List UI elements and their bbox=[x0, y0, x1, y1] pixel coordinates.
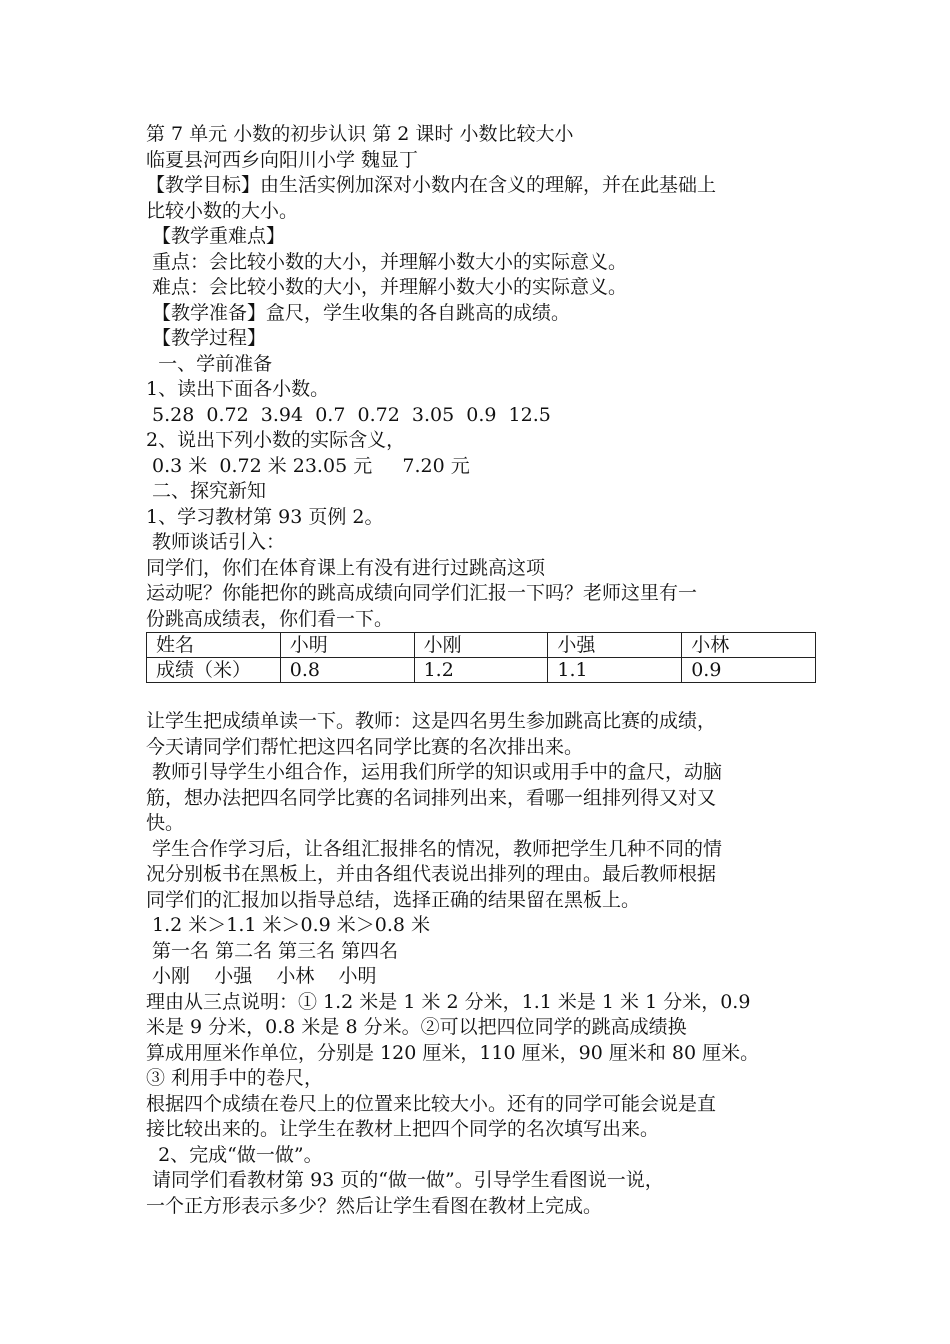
body-line: 快。 bbox=[146, 812, 185, 834]
section-heading: 一、学前准备 bbox=[146, 352, 273, 375]
document-title: 第 7 单元 小数的初步认识 第 2 课时 小数比较大小 bbox=[146, 123, 574, 145]
table-cell: 0.8 bbox=[280, 658, 414, 683]
decimal-meaning-list: 0.3 米 0.72 米 23.05 元 7.20 元 bbox=[146, 454, 470, 477]
decimal-list: 5.28 0.72 3.94 0.7 0.72 3.05 0.9 12.5 bbox=[146, 403, 551, 426]
body-line: 算成用厘米作单位，分别是 120 厘米，110 厘米，90 厘米和 80 厘米。 bbox=[146, 1041, 760, 1064]
table-cell: 小强 bbox=[548, 633, 682, 658]
body-line: 今天请同学们帮忙把这四名同学比赛的名次排出来。 bbox=[146, 735, 584, 758]
body-line: 接比较出来的。让学生在教材上把四个同学的名次填写出来。 bbox=[146, 1118, 660, 1140]
table-row bbox=[147, 658, 816, 683]
body-line: 教师谈话引入： bbox=[146, 531, 286, 553]
preparation: 【教学准备】盒尺，学生收集的各自跳高的成绩。 bbox=[146, 301, 571, 324]
body-line: 教师引导学生小组合作，运用我们所学的知识或用手中的盒尺，动脑 bbox=[146, 761, 723, 783]
table-cell: 小林 bbox=[682, 633, 816, 658]
section-heading: 二、探究新知 bbox=[146, 480, 267, 502]
ranking-places: 第一名 第二名 第三名 第四名 bbox=[146, 939, 399, 962]
body-line: 根据四个成绩在卷尺上的位置来比较大小。还有的同学可能会说是直 bbox=[146, 1092, 717, 1115]
key-point: 重点：会比较小数的大小，并理解小数大小的实际意义。 bbox=[146, 250, 628, 273]
table-cell: 小刚 bbox=[414, 633, 548, 658]
body-line: 运动呢？你能把你的跳高成绩向同学们汇报一下吗？老师这里有一 bbox=[146, 582, 698, 604]
process-heading: 【教学过程】 bbox=[146, 327, 267, 349]
ranking-comparison: 1.2 米＞1.1 米＞0.9 米＞0.8 米 bbox=[146, 914, 431, 936]
table-cell: 1.1 bbox=[548, 658, 682, 683]
body-line: ③ 利用手中的卷尺， bbox=[146, 1067, 324, 1089]
difficult-point: 难点：会比较小数的大小，并理解小数大小的实际意义。 bbox=[146, 276, 628, 298]
body-line: 同学们的汇报加以指导总结，选择正确的结果留在黑板上。 bbox=[146, 888, 641, 911]
body-line: 米是 9 分米，0.8 米是 8 分米。②可以把四位同学的跳高成绩换 bbox=[146, 1016, 687, 1038]
spacer bbox=[146, 683, 818, 709]
body-line: 理由从三点说明：① 1.2 米是 1 米 2 分米，1.1 米是 1 米 1 分米，0.9 bbox=[146, 990, 751, 1013]
goals-line: 【教学目标】由生活实例加深对小数内在含义的理解，并在此基础上 bbox=[146, 174, 717, 196]
body-line: 况分别板书在黑板上，并由各组代表说出排列的理由。最后教师根据 bbox=[146, 863, 717, 885]
body-line: 筋，想办法把四名同学比赛的名词排列出来，看哪一组排列得又对又 bbox=[146, 786, 717, 809]
exercise-line: 2、说出下列小数的实际含义， bbox=[146, 429, 406, 451]
document-body bbox=[146, 122, 818, 1219]
body-line: 请同学们看教材第 93 页的“做一做”。引导学生看图说一说， bbox=[146, 1169, 664, 1191]
table-header-row bbox=[147, 633, 816, 658]
key-points-heading: 【教学重难点】 bbox=[146, 225, 286, 247]
table-cell: 0.9 bbox=[682, 658, 816, 683]
body-line: 学生合作学习后，让各组汇报排名的情况，教师把学生几种不同的情 bbox=[146, 837, 723, 860]
exercise-line: 2、完成“做一做”。 bbox=[146, 1143, 323, 1166]
goals-line: 比较小数的大小。 bbox=[146, 199, 299, 222]
body-line: 份跳高成绩表，你们看一下。 bbox=[146, 607, 394, 630]
ranking-names: 小刚 小强 小林 小明 bbox=[146, 965, 377, 987]
body-line: 一个正方形表示多少？然后让学生看图在教材上完成。 bbox=[146, 1194, 603, 1217]
author-line: 临夏县河西乡向阳川小学 魏显丁 bbox=[146, 148, 419, 171]
score-table bbox=[146, 632, 816, 683]
table-cell: 小明 bbox=[280, 633, 414, 658]
body-line: 同学们，你们在体育课上有没有进行过跳高这项 bbox=[146, 556, 546, 579]
table-cell: 1.2 bbox=[414, 658, 548, 683]
body-line: 让学生把成绩单读一下。教师：这是四名男生参加跳高比赛的成绩， bbox=[146, 710, 717, 732]
table-cell: 姓名 bbox=[147, 633, 281, 658]
table-cell: 成绩（米） bbox=[147, 658, 281, 683]
exercise-line: 1、读出下面各小数。 bbox=[146, 378, 330, 400]
exercise-line: 1、学习教材第 93 页例 2。 bbox=[146, 505, 384, 528]
